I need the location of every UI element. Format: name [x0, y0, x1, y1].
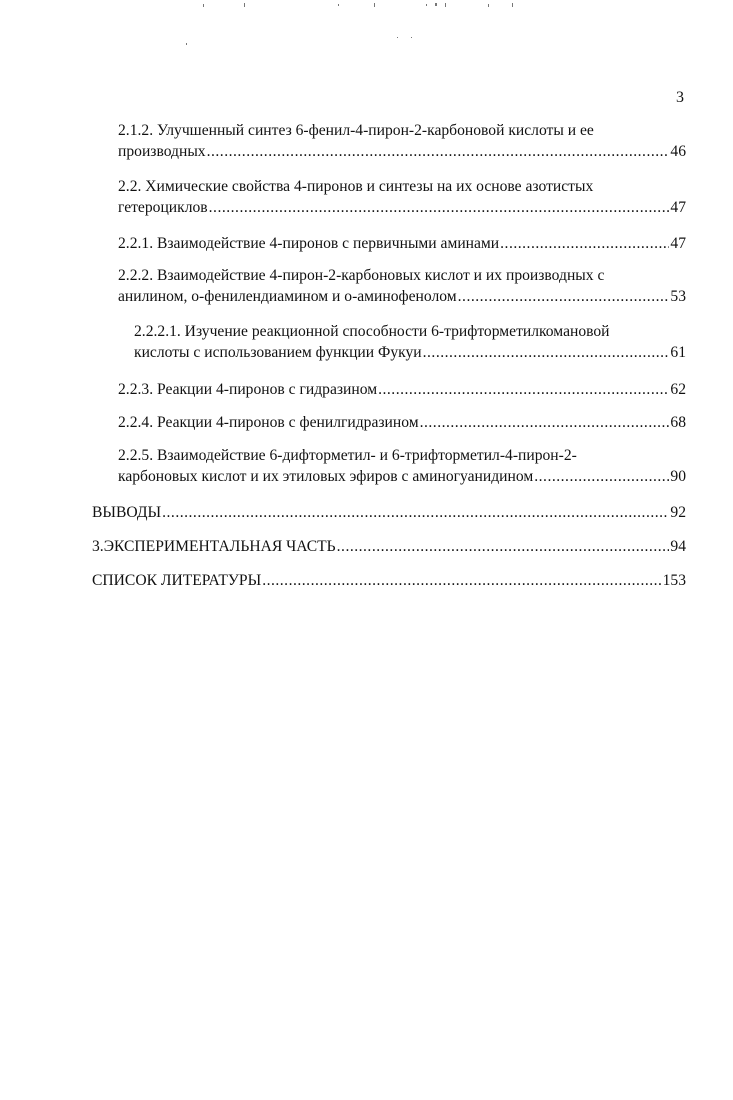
toc-entry-line	[118, 120, 686, 141]
toc-entry[interactable]	[92, 379, 686, 400]
toc-entry-title: 2.2.2. Взаимодействие 4-пирон-2-карбоновых кислот и их производных с	[118, 267, 605, 284]
toc-entry-page: 62	[670, 381, 686, 398]
toc-entry-title: 2.2.5. Взаимодействие 6-дифторметил- и 6-трифторметил-4-пирон-2-	[118, 447, 577, 464]
toc-entry-title: 2.2.3. Реакции 4-пиронов с гидразином	[118, 381, 378, 398]
toc-entry[interactable]	[92, 120, 686, 162]
dot-leader	[423, 342, 670, 363]
toc-entry-page: 92	[670, 504, 686, 521]
toc-entry-line	[92, 502, 686, 523]
toc-entry-line	[134, 342, 686, 363]
toc-entry[interactable]	[92, 570, 686, 591]
toc-entry-page: 153	[662, 572, 686, 589]
toc-entry[interactable]	[92, 176, 686, 218]
toc-entry-line	[118, 176, 686, 197]
toc-entry-line	[118, 445, 686, 466]
toc-entry-title: кислоты с использованием функции Фукуи	[134, 344, 422, 361]
dot-leader	[337, 536, 670, 557]
toc-entry-page: 90	[670, 468, 686, 485]
toc-entry-line	[118, 197, 686, 218]
toc-entry-title: ВЫВОДЫ	[92, 504, 162, 521]
dot-leader	[162, 502, 669, 523]
toc-entry-line	[92, 570, 686, 591]
toc-entry[interactable]	[92, 502, 686, 523]
toc-entry-line	[118, 265, 686, 286]
toc-entry-title: СПИСОК ЛИТЕРАТУРЫ	[92, 572, 262, 589]
toc-entry-title: 2.2.4. Реакции 4-пиронов с фенилгидразином	[118, 414, 419, 431]
toc-entry-page: 47	[670, 199, 686, 216]
toc-entry-title: карбоновых кислот и их этиловых эфиров с аминогуанидином	[118, 468, 534, 485]
toc-entry-title: 2.2.1. Взаимодействие 4-пиронов с первичными аминами	[118, 235, 500, 252]
toc-entry-line	[118, 412, 686, 433]
toc-entry[interactable]	[92, 445, 686, 487]
toc-entry-title: 3.ЭКСПЕРИМЕНТАЛЬНАЯ ЧАСТЬ	[92, 538, 336, 555]
toc-entry-title: 2.1.2. Улучшенный синтез 6-фенил-4-пирон-2-карбоновой кислоты и ее	[118, 122, 594, 139]
toc-entry-line	[92, 536, 686, 557]
dot-leader	[378, 379, 669, 400]
toc-entry-line	[118, 233, 686, 254]
toc-entry-title: гетероциклов	[118, 199, 208, 216]
dot-leader	[262, 570, 661, 591]
toc-entry[interactable]	[92, 321, 686, 363]
dot-leader	[420, 412, 670, 433]
dot-leader	[458, 286, 670, 307]
toc-entry-line	[118, 141, 686, 162]
toc-entry-page: 61	[670, 344, 686, 361]
toc-entry-line	[118, 466, 686, 487]
dot-leader	[500, 233, 669, 254]
toc-entry[interactable]	[92, 536, 686, 557]
toc-entry-page: 47	[670, 235, 686, 252]
toc-entry-title: 2.2.2.1. Изучение реакционной способности 6-трифторметилкомановой	[134, 323, 610, 340]
dot-leader	[534, 466, 669, 487]
toc-entry-page: 53	[670, 288, 686, 305]
toc-entry-title: производных	[118, 143, 206, 160]
toc-entry-line	[118, 379, 686, 400]
toc-entry-page: 94	[670, 538, 686, 555]
toc-entry-line	[118, 286, 686, 307]
toc-entry[interactable]	[92, 412, 686, 433]
dot-leader	[209, 197, 670, 218]
toc-entry-title: анилином, о-фенилендиамином и о-аминофенолом	[118, 288, 457, 305]
toc-entry-page: 46	[670, 143, 686, 160]
toc-entry-page: 68	[670, 414, 686, 431]
toc-entry-line	[134, 321, 686, 342]
toc-entry[interactable]	[92, 265, 686, 307]
page-number: 3	[676, 89, 684, 106]
toc-entry[interactable]	[92, 233, 686, 254]
toc-entry-title: 2.2. Химические свойства 4-пиронов и синтезы на их основе азотистых	[118, 178, 594, 195]
dot-leader	[207, 141, 670, 162]
scan-artifacts	[0, 0, 733, 60]
